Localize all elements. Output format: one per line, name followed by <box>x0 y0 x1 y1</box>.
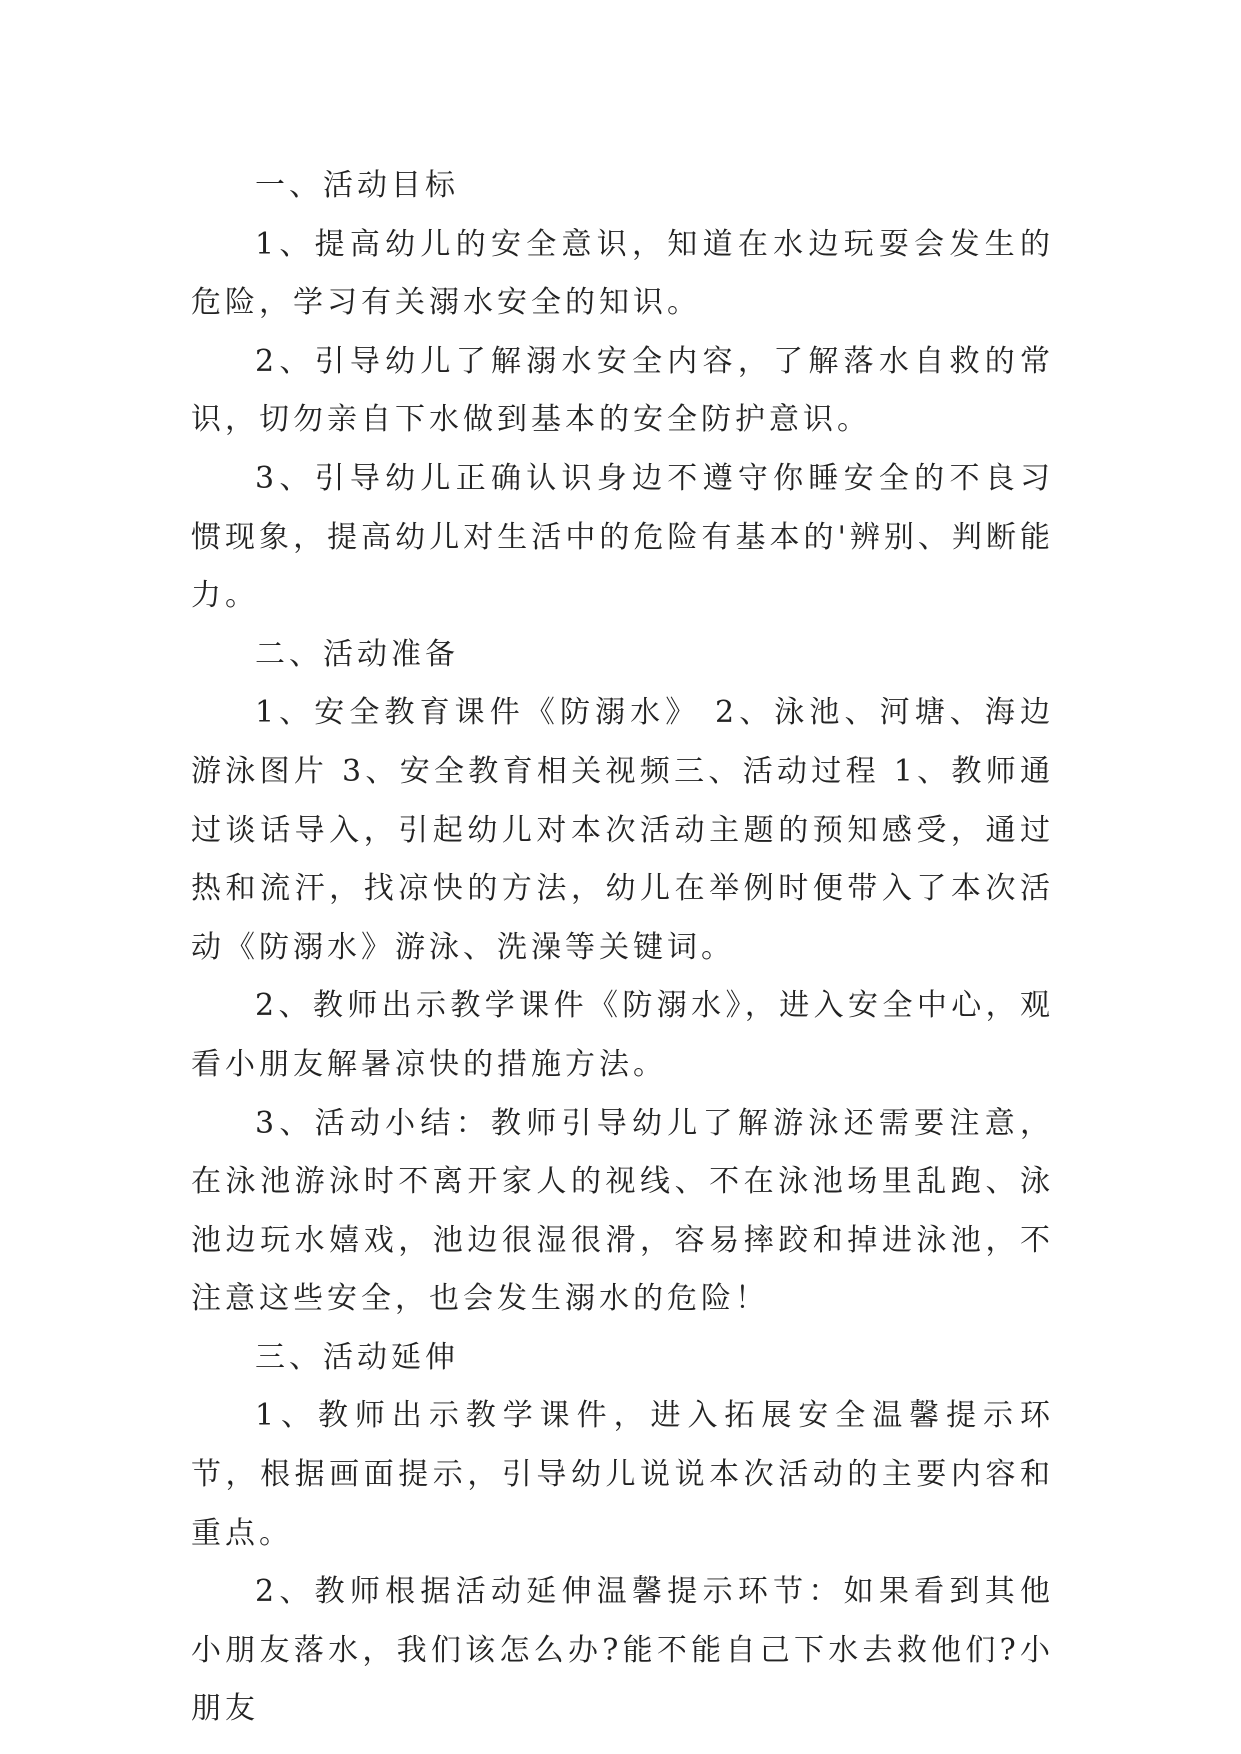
paragraph-goal-1: 1、提高幼儿的安全意识，知道在水边玩耍会发生的危险，学习有关溺水安全的知识。 <box>191 226 1054 321</box>
paragraph-preparation-process: 1、安全教育课件《防溺水》 2、泳池、河塘、海边游泳图片 3、安全教育相关视频三、活动过程 1、教师通过谈话导入，引起幼儿对本次活动主题的预知感受，通过热和流汗，找凉快的方法，幼儿在举例时便带入了本次活动《防溺水》游泳、洗澡等关键词。 <box>191 695 1054 965</box>
section-heading-goals: 一、活动目标 <box>255 168 459 203</box>
paragraph-goal-3: 3、引导幼儿正确认识身边不遵守你睡安全的不良习惯现象，提高幼儿对生活中的危险有基本的'辨别、判断能力。 <box>191 460 1054 614</box>
section-heading-extension: 三、活动延伸 <box>255 1339 459 1375</box>
document-body <box>191 157 1054 1739</box>
paragraph-extension-2: 2、教师根据活动延伸温馨提示环节：如果看到其他小朋友落水，我们该怎么办?能不能自己下水去救他们?小朋友 <box>191 1574 1054 1727</box>
paragraph-process-3: 3、活动小结：教师引导幼儿了解游泳还需要注意，在泳池游泳时不离开家人的视线、不在泳池场里乱跑、泳池边玩水嬉戏，池边很湿很滑，容易摔跤和掉进泳池，不注意这些安全，也会发生溺水的危险！ <box>191 1105 1054 1317</box>
paragraph-goal-2: 2、引导幼儿了解溺水安全内容，了解落水自救的常识，切勿亲自下水做到基本的安全防护意识。 <box>191 343 1054 438</box>
section-heading-preparation: 二、活动准备 <box>255 636 459 672</box>
paragraph-process-2: 2、教师出示教学课件《防溺水》，进入安全中心，观看小朋友解暑凉快的措施方法。 <box>191 988 1054 1082</box>
paragraph-extension-1: 1、教师出示教学课件，进入拓展安全温馨提示环节，根据画面提示，引导幼儿说说本次活动的主要内容和重点。 <box>191 1398 1054 1551</box>
